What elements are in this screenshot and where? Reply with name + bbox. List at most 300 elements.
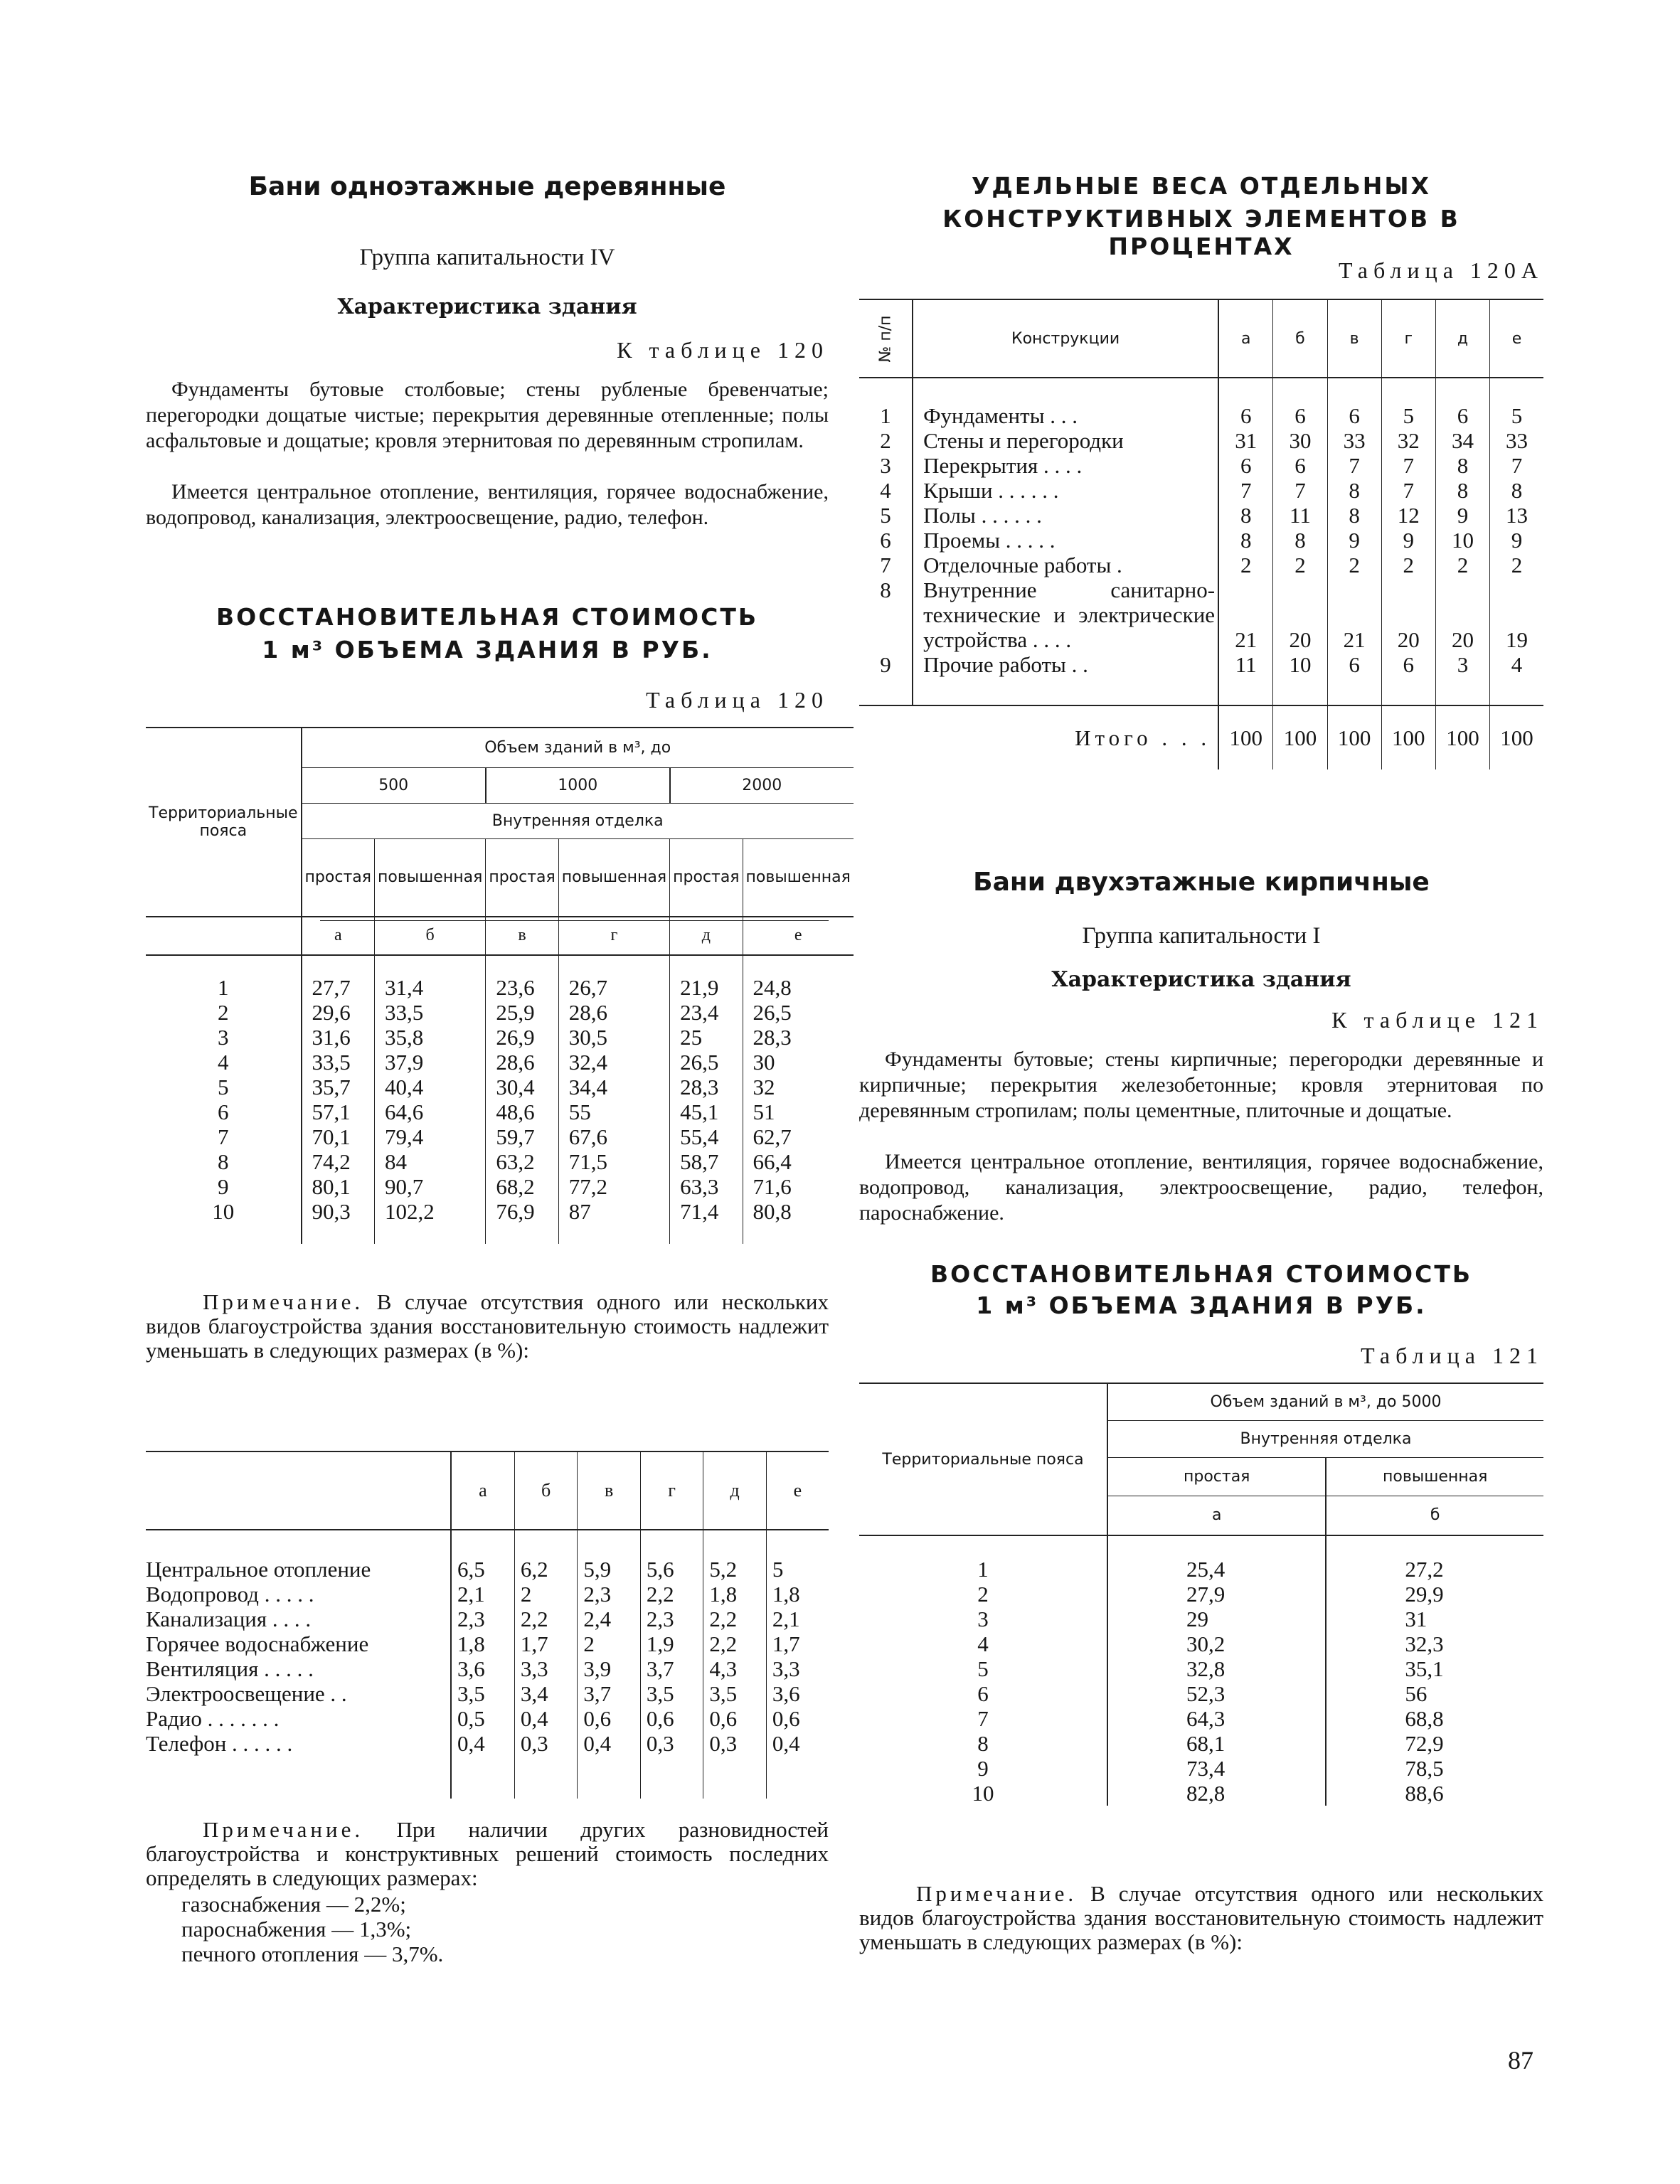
spacer-cell [558, 955, 669, 975]
cost-value: 55,4 [670, 1124, 743, 1149]
reduction-value: 6,2 [514, 1557, 578, 1582]
table-row [146, 1199, 854, 1224]
row-number: 7 [880, 553, 891, 577]
reduction-value: 1,9 [640, 1631, 703, 1656]
cost-value: 21,9 [670, 975, 743, 1000]
reduction-value: 1,8 [451, 1631, 514, 1656]
construction-name: Отделочные работы . [913, 553, 1218, 577]
cost-value: 26,7 [558, 975, 669, 1000]
weight-value: 33 [1327, 428, 1381, 453]
spacer-cell [1490, 378, 1543, 403]
note-3 [859, 1882, 1543, 1954]
cost-value: 52,3 [1107, 1681, 1326, 1706]
reduction-value: 5 [766, 1557, 829, 1582]
amenity-name: Электроосвещение . . [146, 1681, 347, 1706]
cost-value: 90,3 [302, 1199, 375, 1224]
to-table-121-label: К таблице 121 [1331, 1007, 1543, 1033]
weight-value: 7 [1273, 478, 1327, 503]
spacer-cell [146, 1224, 302, 1244]
cost-value: 77,2 [558, 1174, 669, 1199]
reduction-value: 2,4 [578, 1607, 641, 1631]
cost-value: 88,6 [1326, 1781, 1543, 1806]
table-row [859, 478, 1543, 503]
finish-simple: простая [302, 838, 375, 917]
note-3-text: В случае отсутствия одного или нескольких видов благоустройства здания восстановительную стоимость надлежит уменьшать в следующих размерах (в %): [859, 1881, 1543, 1954]
col-letter: в [486, 917, 558, 955]
spacer-cell [743, 1224, 854, 1244]
table-row [146, 1681, 829, 1706]
cost-value: 73,4 [1107, 1756, 1326, 1781]
cost-value: 68,8 [1326, 1706, 1543, 1731]
reduction-value: 1,8 [766, 1582, 829, 1607]
spacer-cell [1218, 378, 1273, 403]
construction-header: Конструкции [913, 299, 1218, 378]
spacer-cell [302, 1224, 375, 1244]
col-letter: б [1273, 299, 1327, 378]
row-number: 1 [880, 403, 891, 428]
total-value: 100 [1490, 705, 1543, 769]
col-letter: б [1326, 1496, 1543, 1535]
table-row [859, 1631, 1543, 1656]
cost-value: 28,6 [558, 1000, 669, 1025]
spacer-cell [1327, 677, 1381, 705]
reduction-value: 0,3 [514, 1731, 578, 1756]
reduction-value: 2,3 [578, 1582, 641, 1607]
spacer-row [859, 1535, 1543, 1557]
cost-value: 25,4 [1107, 1557, 1326, 1582]
spacer-cell [1327, 378, 1381, 403]
table-row [146, 1025, 854, 1050]
zone-number: 10 [212, 1199, 235, 1224]
cost-value: 32 [743, 1075, 854, 1099]
table-row [859, 577, 1543, 652]
cost-value: 80,8 [743, 1199, 854, 1224]
cost-value: 31,6 [302, 1025, 375, 1050]
col-letter: е [743, 917, 854, 955]
spacer-cell [578, 1756, 641, 1799]
reduction-value: 2,2 [703, 1607, 767, 1631]
spacer-cell [1381, 677, 1435, 705]
building-amenities: Имеется центральное отопление, вентиляция, горячее водоснабжение, водопровод, канализация, электроосвещение, радио, телефон. [146, 480, 829, 529]
reduction-value: 0,6 [640, 1706, 703, 1731]
section-title-2: Бани двухэтажные кирпичные [973, 868, 1430, 897]
total-label: Итого . . . [1075, 725, 1211, 750]
cost-value: 29 [1107, 1607, 1326, 1631]
table-row [146, 1149, 854, 1174]
spacer-cell [1273, 378, 1327, 403]
col-letter: г [558, 917, 669, 955]
zone-number: 5 [977, 1656, 989, 1681]
reduction-table [146, 1451, 829, 1799]
characteristic-title: Характеристика здания [337, 294, 637, 319]
spacer-cell [1435, 677, 1489, 705]
col-letter: д [1435, 299, 1489, 378]
note-2 [146, 1818, 829, 1890]
reduction-value: 3,7 [578, 1681, 641, 1706]
zone-number: 8 [218, 1149, 229, 1174]
weight-value: 8 [1327, 478, 1381, 503]
note-3-label: Примечание. [916, 1881, 1078, 1906]
zone-number: 4 [977, 1631, 989, 1656]
spacer-cell [859, 677, 913, 705]
col-letter: а [302, 917, 375, 955]
table-row [146, 1099, 854, 1124]
weight-value: 12 [1381, 503, 1435, 528]
cost-value: 70,1 [302, 1124, 375, 1149]
reduction-value: 3,3 [514, 1656, 578, 1681]
cost-value: 55 [558, 1099, 669, 1124]
section-title: Бани одноэтажные деревянные [248, 172, 726, 201]
reduction-value: 1,7 [514, 1631, 578, 1656]
letters-row [146, 917, 854, 955]
note-1-text: В случае отсутствия одного или нескольких видов благоустройства здания восстановительную стоимость надлежит уменьшать в следующих размерах (в %): [146, 1289, 829, 1363]
cost-value: 51 [743, 1099, 854, 1124]
spacer-cell [1218, 677, 1273, 705]
cost-value: 35,8 [374, 1025, 485, 1050]
construction-name: Проемы . . . . . [913, 528, 1218, 553]
total-value: 100 [1435, 705, 1489, 769]
cost-value: 90,7 [374, 1174, 485, 1199]
table-row [859, 1656, 1543, 1681]
weight-value: 6 [1273, 403, 1327, 428]
spacer-cell [859, 378, 913, 403]
construction-name: Прочие работы . . [913, 652, 1218, 677]
spacer-cell [486, 1224, 558, 1244]
spacer-cell [1490, 677, 1543, 705]
reduction-value: 1,8 [703, 1582, 767, 1607]
header-row [146, 1451, 829, 1530]
finish-simple: простая [486, 838, 558, 917]
reduction-value: 3,6 [451, 1656, 514, 1681]
table-row [146, 1656, 829, 1681]
weight-value: 6 [1273, 453, 1327, 478]
col-letter: д [703, 1451, 767, 1530]
table-120a-label: Таблица 120А [1339, 257, 1543, 283]
cost-value: 87 [558, 1199, 669, 1224]
weight-value: 5 [1490, 403, 1543, 428]
cost-value: 34,4 [558, 1075, 669, 1099]
cost-value: 64,6 [374, 1099, 485, 1124]
weight-value: 2 [1490, 553, 1543, 577]
cost-value: 29,6 [302, 1000, 375, 1025]
finish-simple: простая [1107, 1457, 1326, 1496]
cost-value: 84 [374, 1149, 485, 1174]
cost-value: 30,5 [558, 1025, 669, 1050]
col-letter: в [1327, 299, 1381, 378]
row-number: 9 [880, 652, 891, 677]
weight-value: 33 [1490, 428, 1543, 453]
volume-1000: 1000 [486, 767, 670, 803]
weight-value: 7 [1218, 478, 1273, 503]
table-row [859, 1706, 1543, 1731]
zone-number: 9 [218, 1174, 229, 1199]
col-letter: а [1218, 299, 1273, 378]
cost-value: 27,7 [302, 975, 375, 1000]
cost-value: 23,6 [486, 975, 558, 1000]
cost-value: 79,4 [374, 1124, 485, 1149]
reduction-value: 0,6 [703, 1706, 767, 1731]
spacer-cell [558, 1224, 669, 1244]
cost-value: 27,9 [1107, 1582, 1326, 1607]
col-letter: б [514, 1451, 578, 1530]
cost-value: 33,5 [374, 1000, 485, 1025]
cost-value: 32,4 [558, 1050, 669, 1075]
table-121-label: Таблица 121 [1361, 1343, 1543, 1368]
weight-value: 8 [1435, 453, 1489, 478]
construction-name: Перекрытия . . . . [913, 453, 1218, 478]
blank-cell [146, 917, 302, 955]
table-row [859, 428, 1543, 453]
cost-value: 30,2 [1107, 1631, 1326, 1656]
table-row [859, 1607, 1543, 1631]
reduction-value: 2,3 [451, 1607, 514, 1631]
weights-title-line1: УДЕЛЬНЫЕ ВЕСА ОТДЕЛЬНЫХ [971, 172, 1432, 200]
characteristic-title-2: Характеристика здания [1051, 967, 1351, 992]
weight-value: 10 [1435, 528, 1489, 553]
cost-value: 64,3 [1107, 1706, 1326, 1731]
spacer-cell [374, 955, 485, 975]
col-letter: г [640, 1451, 703, 1530]
note-2-text: При наличии других разновидностей благоустройства и конструктивных решений стоимость последних определять в следующих размерах: [146, 1817, 829, 1890]
cost-value: 30,4 [486, 1075, 558, 1099]
zone-header: Территориальные пояса [146, 728, 302, 917]
spacer-cell [146, 955, 302, 975]
note-2-item: пароснабжения — 1,3%; [181, 1917, 412, 1941]
zone-number: 7 [218, 1124, 229, 1149]
reduction-value: 2,2 [514, 1607, 578, 1631]
reduction-value: 5,2 [703, 1557, 767, 1582]
spacer-cell [913, 677, 1218, 705]
weight-value: 30 [1273, 428, 1327, 453]
reduction-value: 3,5 [703, 1681, 767, 1706]
zone-number: 6 [977, 1681, 989, 1706]
reduction-value: 2,2 [703, 1631, 767, 1656]
cost-value: 24,8 [743, 975, 854, 1000]
table-row [146, 1731, 829, 1756]
weight-value: 6 [1327, 652, 1381, 677]
spacer-row [146, 1530, 829, 1557]
weight-value: 21 [1218, 577, 1273, 652]
reduction-value: 0,3 [640, 1731, 703, 1756]
weight-value: 5 [1381, 403, 1435, 428]
weight-value: 20 [1381, 577, 1435, 652]
reduction-value: 0,5 [451, 1706, 514, 1731]
cost-value: 28,3 [670, 1075, 743, 1099]
cost-value: 62,7 [743, 1124, 854, 1149]
weight-value: 7 [1381, 478, 1435, 503]
spacer-cell [374, 1224, 485, 1244]
num-header: № п/п [859, 299, 913, 378]
weight-value: 8 [1327, 503, 1381, 528]
spacer-cell [1107, 1535, 1326, 1557]
to-table-label: К таблице 120 [617, 337, 829, 363]
zone-number: 1 [218, 975, 229, 1000]
spacer-cell [1326, 1535, 1543, 1557]
cost-value: 35,1 [1326, 1656, 1543, 1681]
col-letter: б [374, 917, 485, 955]
table-row [146, 1582, 829, 1607]
spacer-cell [1435, 378, 1489, 403]
weight-value: 7 [1490, 453, 1543, 478]
spacer-row [146, 955, 854, 975]
reduction-value: 0,4 [514, 1706, 578, 1731]
capital-group: Группа капитальности IV [359, 245, 615, 270]
table-row [859, 1756, 1543, 1781]
table-row [859, 528, 1543, 553]
cost-value: 33,5 [302, 1050, 375, 1075]
weight-value: 34 [1435, 428, 1489, 453]
zone-number: 8 [977, 1731, 989, 1756]
volume-header-121: Объем зданий в м³, до 5000 [1107, 1383, 1543, 1420]
construction-name: Внутренние санитарно-технические и электрические устройства . . . . [913, 577, 1218, 652]
finish-improved: повышенная [743, 838, 854, 917]
amenity-name: Канализация . . . . [146, 1607, 312, 1631]
cost-title-2-line2: 1 м³ ОБЪЕМА ЗДАНИЯ В РУБ. [976, 1291, 1427, 1319]
amenity-name: Радио . . . . . . . [146, 1706, 280, 1731]
reduction-value: 2 [514, 1582, 578, 1607]
weight-value: 20 [1273, 577, 1327, 652]
reduction-value: 0,6 [766, 1706, 829, 1731]
weight-value: 10 [1273, 652, 1327, 677]
cost-value: 26,9 [486, 1025, 558, 1050]
weight-value: 7 [1327, 453, 1381, 478]
reduction-value: 3,3 [766, 1656, 829, 1681]
weight-value: 8 [1218, 528, 1273, 553]
reduction-value: 0,4 [578, 1731, 641, 1756]
spacer-cell [578, 1530, 641, 1557]
col-letter: в [578, 1451, 641, 1530]
cost-title-line1: ВОССТАНОВИТЕЛЬНАЯ СТОИМОСТЬ [216, 603, 758, 631]
reduction-value: 3,7 [640, 1656, 703, 1681]
reduction-value: 3,4 [514, 1681, 578, 1706]
table-row [146, 1174, 854, 1199]
spacer-cell [486, 955, 558, 975]
weight-value: 6 [1218, 453, 1273, 478]
cost-value: 28,6 [486, 1050, 558, 1075]
zone-number: 1 [977, 1557, 989, 1582]
volume-500: 500 [302, 767, 486, 803]
construction-name: Полы . . . . . . [913, 503, 1218, 528]
cost-value: 78,5 [1326, 1756, 1543, 1781]
cost-value: 48,6 [486, 1099, 558, 1124]
cost-value: 80,1 [302, 1174, 375, 1199]
weight-value: 4 [1490, 652, 1543, 677]
weight-value: 6 [1327, 403, 1381, 428]
reduction-value: 3,6 [766, 1681, 829, 1706]
volume-header: Объем зданий в м³, до [302, 728, 854, 767]
cost-value: 26,5 [743, 1000, 854, 1025]
spacer-cell [743, 955, 854, 975]
zone-number: 9 [977, 1756, 989, 1781]
cost-value: 29,9 [1326, 1582, 1543, 1607]
table-120-rule [320, 920, 829, 921]
row-number: 4 [880, 478, 891, 503]
table-row [146, 1050, 854, 1075]
cost-value: 63,3 [670, 1174, 743, 1199]
cost-value: 71,6 [743, 1174, 854, 1199]
weight-value: 6 [1218, 403, 1273, 428]
cost-value: 45,1 [670, 1099, 743, 1124]
zone-number: 7 [977, 1706, 989, 1731]
table-row [146, 1607, 829, 1631]
table-row [859, 1681, 1543, 1706]
reduction-value: 5,6 [640, 1557, 703, 1582]
note-2-list [181, 1892, 443, 1966]
spacer-cell [913, 378, 1218, 403]
reduction-value: 2 [578, 1631, 641, 1656]
zone-number: 2 [977, 1582, 989, 1607]
cost-value: 28,3 [743, 1025, 854, 1050]
cost-value: 63,2 [486, 1149, 558, 1174]
cost-value: 68,1 [1107, 1731, 1326, 1756]
cost-value: 67,6 [558, 1124, 669, 1149]
cost-value: 76,9 [486, 1199, 558, 1224]
weight-value: 2 [1381, 553, 1435, 577]
cost-value: 72,9 [1326, 1731, 1543, 1756]
cost-value: 25 [670, 1025, 743, 1050]
weight-value: 2 [1435, 553, 1489, 577]
finish-simple: простая [670, 838, 743, 917]
weight-value: 2 [1327, 553, 1381, 577]
zone-number: 10 [972, 1781, 994, 1806]
cost-value: 31 [1326, 1607, 1543, 1631]
col-letter: а [451, 1451, 514, 1530]
weight-value: 32 [1381, 428, 1435, 453]
col-letter: а [1107, 1496, 1326, 1535]
spacer-cell [859, 1535, 1107, 1557]
weight-value: 21 [1327, 577, 1381, 652]
cost-value: 37,9 [374, 1050, 485, 1075]
row-number: 8 [880, 577, 891, 602]
spacer-cell [766, 1530, 829, 1557]
construction-name: Стены и перегородки [913, 428, 1218, 453]
finish-improved: повышенная [1326, 1457, 1543, 1496]
weight-value: 20 [1435, 577, 1489, 652]
spacer-cell [703, 1756, 767, 1799]
note-1-label: Примечание. [203, 1289, 364, 1314]
reduction-value: 4,3 [703, 1656, 767, 1681]
construction-name: Крыши . . . . . . [913, 478, 1218, 503]
spacer-cell [670, 1224, 743, 1244]
weight-value: 6 [1381, 652, 1435, 677]
cost-value: 23,4 [670, 1000, 743, 1025]
building-description-2: Фундаменты бутовые; стены кирпичные; перегородки деревянные и кирпичные; перекрытия железобетонные; кровля этернитовая по деревянным стропилам; полы цементные, плиточные и дощатые. [859, 1048, 1543, 1122]
spacer-cell [766, 1756, 829, 1799]
zone-number: 2 [218, 1000, 229, 1025]
row-number: 5 [880, 503, 891, 528]
col-letter: е [766, 1451, 829, 1530]
cost-value: 25,9 [486, 1000, 558, 1025]
weight-value: 11 [1273, 503, 1327, 528]
table-row [859, 453, 1543, 478]
cost-value: 32,8 [1107, 1656, 1326, 1681]
amenity-name: Горячее водоснабжение [146, 1631, 369, 1656]
table-row [859, 1582, 1543, 1607]
table-row [859, 503, 1543, 528]
cost-value: 82,8 [1107, 1781, 1326, 1806]
table-row [859, 1781, 1543, 1806]
reduction-value: 1,7 [766, 1631, 829, 1656]
finish-improved: повышенная [558, 838, 669, 917]
building-description: Фундаменты бутовые столбовые; стены рубленые бревенчатые; перегородки дощатые чистые; перекрытия деревянные отепленные; полы асфальтовые и дощатые; кровля этернитовая по деревянным стропилам. [146, 378, 829, 452]
table-120a [859, 299, 1543, 769]
cost-value: 66,4 [743, 1149, 854, 1174]
finish-header-121: Внутренняя отделка [1107, 1420, 1543, 1457]
zone-number: 3 [218, 1025, 229, 1050]
blank-cell [859, 705, 913, 769]
cost-value: 32,3 [1326, 1631, 1543, 1656]
zone-number: 4 [218, 1050, 229, 1075]
